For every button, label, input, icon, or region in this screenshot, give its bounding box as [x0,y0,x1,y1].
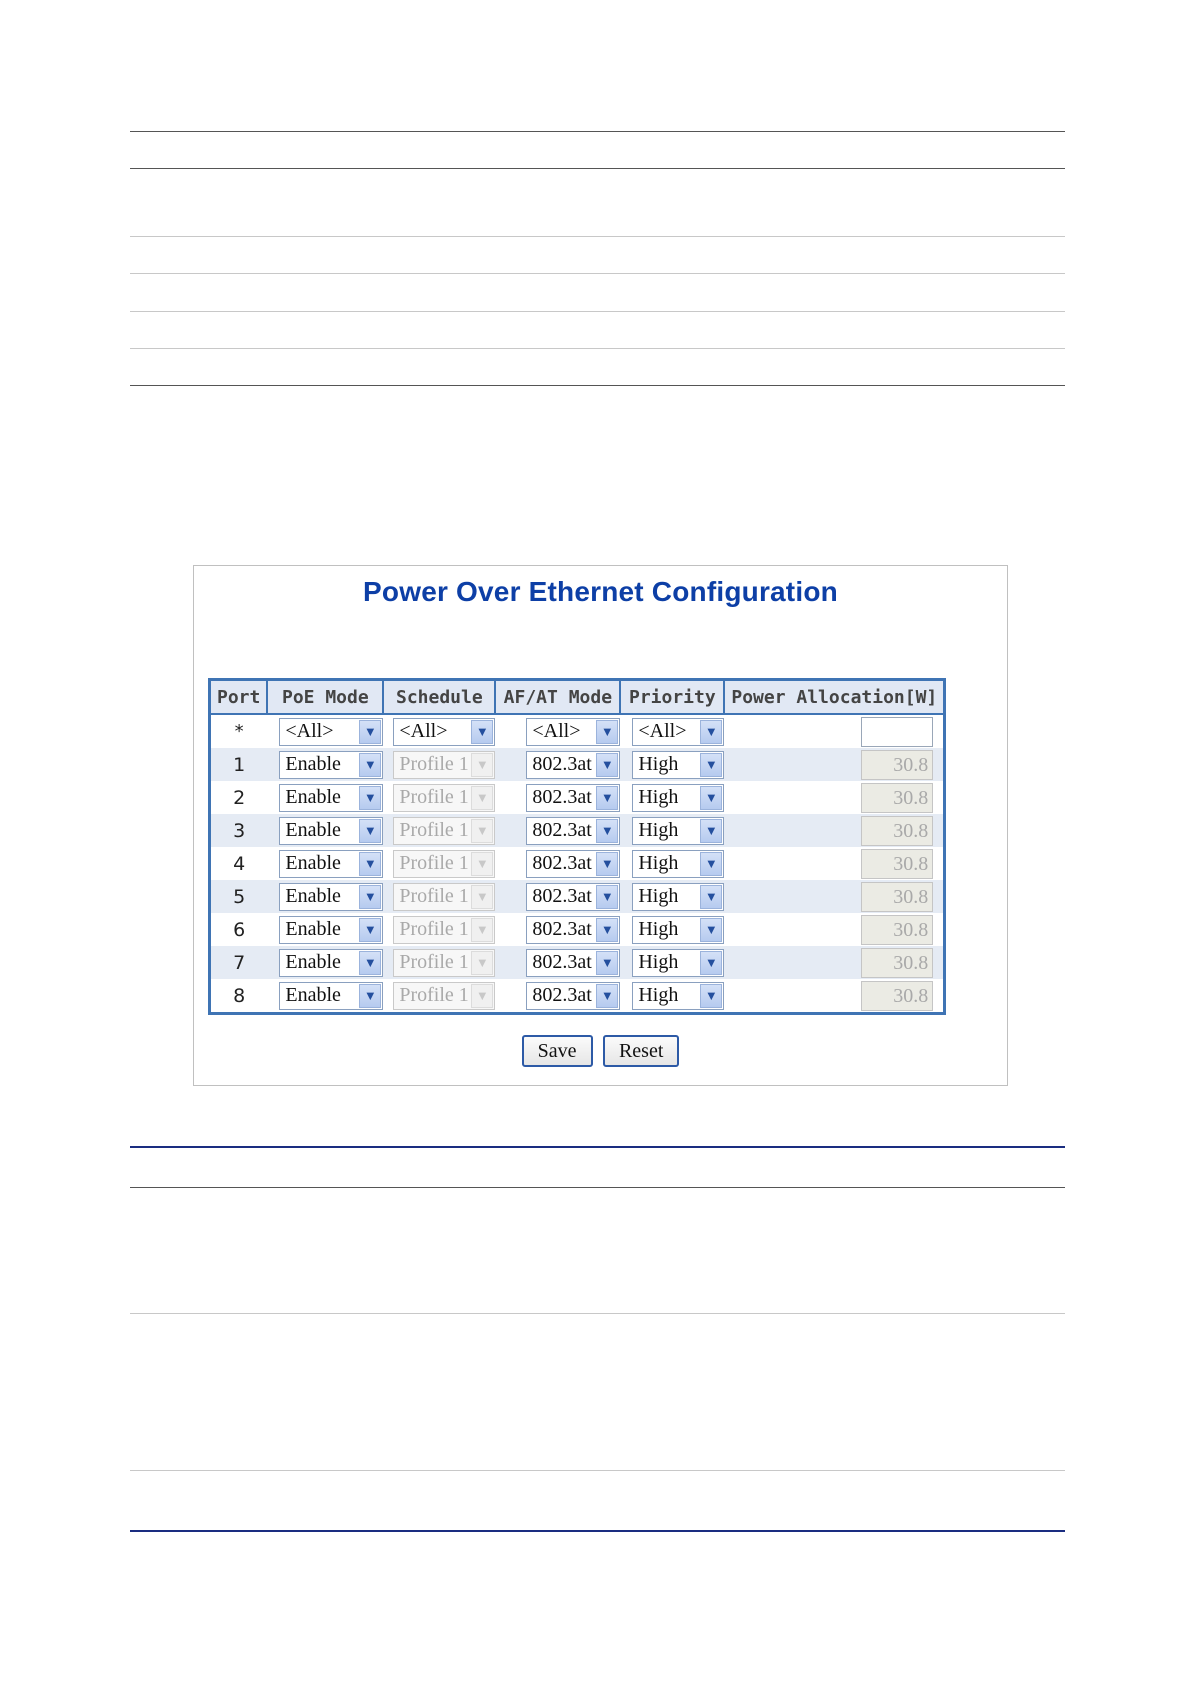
poe-mode-cell [267,814,383,847]
table-row-all [210,714,945,748]
chevron-down-icon[interactable]: ▼ [596,720,618,744]
column-header-port: Port [210,680,268,715]
priority-select-all[interactable] [632,718,724,746]
reset-button[interactable]: Reset [603,1035,679,1067]
schedule-cell [383,748,495,781]
table-row [210,913,945,946]
table-rule [130,1313,1065,1314]
select-value: Enable [285,786,341,808]
port-cell: * [210,714,268,748]
schedule-cell [383,880,495,913]
afat-mode-select-all[interactable] [526,718,620,746]
port-cell: 4 [210,847,268,880]
table-row [210,847,945,880]
afat-mode-select[interactable] [526,982,620,1010]
chevron-down-icon[interactable]: ▼ [359,786,381,810]
table-row [210,748,945,781]
port-cell: 3 [210,814,268,847]
chevron-down-icon[interactable]: ▼ [359,885,381,909]
select-value: Enable [285,918,341,940]
select-value: Enable [285,885,341,907]
afat-mode-select[interactable] [526,817,620,845]
power-allocation-input: 30.8 [861,783,933,813]
power-allocation-cell [724,880,944,913]
schedule-select [393,751,495,779]
chevron-down-icon[interactable]: ▼ [359,951,381,975]
select-value: 802.3at [532,819,592,841]
priority-cell [620,714,724,748]
table-rule [130,236,1065,237]
column-header-poe-mode: PoE Mode [267,680,383,715]
chevron-down-icon[interactable]: ▼ [359,984,381,1008]
chevron-down-icon[interactable]: ▼ [700,852,722,876]
chevron-down-icon[interactable]: ▼ [359,753,381,777]
priority-select[interactable] [632,916,724,944]
chevron-down-icon: ▼ [471,852,493,876]
page-footer-rule [130,1530,1065,1532]
schedule-select [393,883,495,911]
schedule-cell [383,847,495,880]
select-value: Profile 1 [399,753,469,775]
port-cell: 2 [210,781,268,814]
select-value: Profile 1 [399,885,469,907]
port-cell: 5 [210,880,268,913]
schedule-cell [383,814,495,847]
chevron-down-icon: ▼ [471,819,493,843]
power-allocation-input: 30.8 [861,981,933,1011]
priority-cell [620,946,724,979]
chevron-down-icon[interactable]: ▼ [359,819,381,843]
select-value: Enable [285,753,341,775]
poe-mode-cell [267,946,383,979]
select-value: <All> [532,720,581,742]
select-value: Enable [285,951,341,973]
afat-mode-cell [495,946,620,979]
chevron-down-icon[interactable]: ▼ [471,720,493,744]
chevron-down-icon[interactable]: ▼ [700,918,722,942]
select-value: 802.3at [532,918,592,940]
poe-mode-select[interactable] [279,850,383,878]
select-value: <All> [285,720,334,742]
power-allocation-cell [724,913,944,946]
chevron-down-icon[interactable]: ▼ [596,852,618,876]
poe-mode-select[interactable] [279,982,383,1010]
priority-select[interactable] [632,949,724,977]
poe-mode-select[interactable] [279,949,383,977]
afat-mode-select[interactable] [526,949,620,977]
select-value: Profile 1 [399,819,469,841]
poe-mode-select[interactable] [279,751,383,779]
schedule-cell [383,714,495,748]
page-title: Power Over Ethernet Configuration [363,576,838,607]
power-allocation-input: 30.8 [861,816,933,846]
column-header-priority: Priority [620,680,724,715]
table-header-row [210,680,945,715]
chevron-down-icon[interactable]: ▼ [596,753,618,777]
schedule-select [393,817,495,845]
priority-cell [620,979,724,1014]
afat-mode-cell [495,714,620,748]
select-value: 802.3at [532,753,592,775]
poe-mode-cell [267,714,383,748]
button-row [194,1035,1007,1067]
select-value: High [638,753,679,775]
chevron-down-icon[interactable]: ▼ [596,951,618,975]
select-value: High [638,984,679,1006]
poe-mode-cell [267,847,383,880]
chevron-down-icon[interactable]: ▼ [596,918,618,942]
priority-cell [620,748,724,781]
table-row [210,880,945,913]
schedule-cell [383,946,495,979]
afat-mode-cell [495,979,620,1014]
afat-mode-cell [495,781,620,814]
table-rule-top [130,131,1065,132]
schedule-select-all[interactable] [393,718,495,746]
poe-mode-cell [267,748,383,781]
poe-mode-cell [267,880,383,913]
schedule-cell [383,913,495,946]
select-value: Profile 1 [399,951,469,973]
table-row [210,946,945,979]
afat-mode-select[interactable] [526,784,620,812]
poe-mode-select[interactable] [279,817,383,845]
select-value: Profile 1 [399,786,469,808]
afat-mode-select[interactable] [526,850,620,878]
select-value: <All> [638,720,687,742]
chevron-down-icon[interactable]: ▼ [700,720,722,744]
afat-mode-cell [495,913,620,946]
priority-select[interactable] [632,982,724,1010]
column-header-power-allocation: Power Allocation[W] [724,680,944,715]
chevron-down-icon: ▼ [471,885,493,909]
select-value: High [638,885,679,907]
power-allocation-cell [724,814,944,847]
port-cell: 1 [210,748,268,781]
power-allocation-cell [724,979,944,1014]
column-header-schedule: Schedule [383,680,495,715]
schedule-select [393,982,495,1010]
select-value: Enable [285,852,341,874]
power-allocation-input: 30.8 [861,750,933,780]
schedule-select [393,850,495,878]
schedule-select [393,949,495,977]
chevron-down-icon[interactable]: ▼ [700,984,722,1008]
afat-mode-cell [495,748,620,781]
priority-select[interactable] [632,850,724,878]
schedule-cell [383,979,495,1014]
power-allocation-input: 30.8 [861,882,933,912]
poe-mode-select-all[interactable] [279,718,383,746]
select-value: High [638,819,679,841]
power-allocation-cell [724,748,944,781]
priority-cell [620,781,724,814]
chevron-down-icon[interactable]: ▼ [700,951,722,975]
table-row [210,979,945,1014]
priority-select[interactable] [632,751,724,779]
select-value: 802.3at [532,951,592,973]
poe-mode-cell [267,781,383,814]
afat-mode-cell [495,880,620,913]
chevron-down-icon[interactable]: ▼ [596,786,618,810]
table-rule [130,168,1065,169]
chevron-down-icon[interactable]: ▼ [700,753,722,777]
power-allocation-cell [724,714,944,748]
chevron-down-icon[interactable]: ▼ [700,819,722,843]
priority-cell [620,913,724,946]
chevron-down-icon[interactable]: ▼ [596,885,618,909]
table-rule [130,311,1065,312]
select-value: 802.3at [532,984,592,1006]
priority-select[interactable] [632,883,724,911]
afat-mode-select[interactable] [526,883,620,911]
chevron-down-icon[interactable]: ▼ [359,852,381,876]
table-row [210,781,945,814]
priority-select[interactable] [632,817,724,845]
save-button[interactable]: Save [522,1035,593,1067]
priority-cell [620,847,724,880]
chevron-down-icon: ▼ [471,753,493,777]
poe-mode-select[interactable] [279,916,383,944]
power-allocation-input: 30.8 [861,948,933,978]
select-value: Enable [285,819,341,841]
afat-mode-select[interactable] [526,751,620,779]
select-value: Profile 1 [399,984,469,1006]
chevron-down-icon[interactable]: ▼ [359,918,381,942]
chevron-down-icon[interactable]: ▼ [596,984,618,1008]
table-rule [130,1470,1065,1471]
afat-mode-select[interactable] [526,916,620,944]
priority-cell [620,880,724,913]
select-value: High [638,852,679,874]
select-value: <All> [399,720,448,742]
port-cell: 8 [210,979,268,1014]
port-cell: 6 [210,913,268,946]
select-value: Profile 1 [399,918,469,940]
table-rule [130,273,1065,274]
afat-mode-cell [495,847,620,880]
chevron-down-icon: ▼ [471,951,493,975]
table-row [210,814,945,847]
table-rule-top [130,1146,1065,1148]
chevron-down-icon[interactable]: ▼ [700,885,722,909]
schedule-select [393,784,495,812]
select-value: High [638,951,679,973]
select-value: High [638,786,679,808]
select-value: 802.3at [532,885,592,907]
port-cell: 7 [210,946,268,979]
poe-config-panel [193,565,1008,1086]
power-allocation-input-all[interactable] [861,717,933,747]
table-rule [130,1187,1065,1188]
select-value: Enable [285,984,341,1006]
chevron-down-icon: ▼ [471,918,493,942]
priority-cell [620,814,724,847]
power-allocation-input: 30.8 [861,915,933,945]
select-value: High [638,918,679,940]
schedule-cell [383,781,495,814]
table-rule [130,348,1065,349]
select-value: 802.3at [532,786,592,808]
poe-config-table [208,678,946,1015]
afat-mode-cell [495,814,620,847]
select-value: Profile 1 [399,852,469,874]
chevron-down-icon: ▼ [471,786,493,810]
column-header-afat-mode: AF/AT Mode [495,680,620,715]
poe-mode-cell [267,979,383,1014]
schedule-select [393,916,495,944]
select-value: 802.3at [532,852,592,874]
power-allocation-cell [724,946,944,979]
power-allocation-cell [724,781,944,814]
priority-select[interactable] [632,784,724,812]
chevron-down-icon: ▼ [471,984,493,1008]
power-allocation-input: 30.8 [861,849,933,879]
chevron-down-icon[interactable]: ▼ [700,786,722,810]
poe-mode-select[interactable] [279,883,383,911]
chevron-down-icon[interactable]: ▼ [596,819,618,843]
poe-mode-select[interactable] [279,784,383,812]
chevron-down-icon[interactable]: ▼ [359,720,381,744]
poe-mode-cell [267,913,383,946]
power-allocation-cell [724,847,944,880]
table-rule-bottom [130,385,1065,386]
